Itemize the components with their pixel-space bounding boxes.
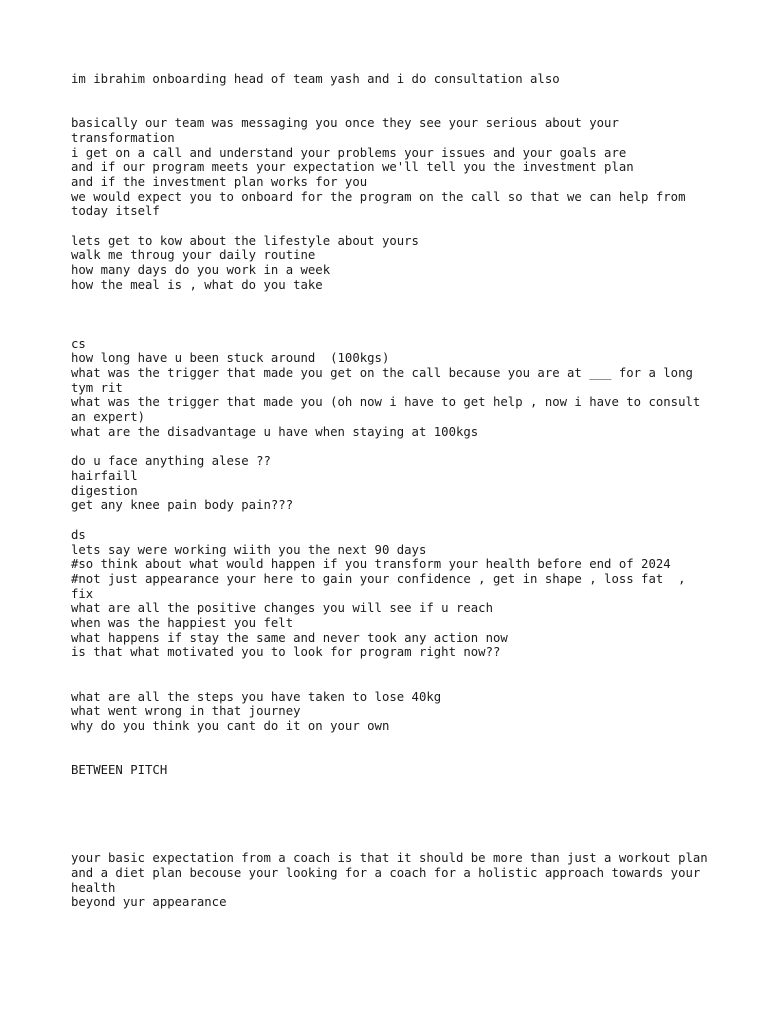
text-line: i get on a call and understand your problems your issues and your goals are (71, 145, 627, 160)
text-line: what went wrong in that journey (71, 704, 301, 719)
text-line: beyond yur appearance (71, 895, 227, 910)
text-line: BETWEEN PITCH (71, 763, 168, 778)
text-line: lets get to kow about the lifestyle about yours (71, 233, 419, 248)
text-line (71, 513, 711, 528)
text-line: what are the disadvantage u have when staying at 100kgs (71, 424, 479, 439)
text-line: is that what motivated you to look for program right now?? (71, 645, 501, 660)
text-line (71, 101, 711, 116)
text-line (71, 748, 711, 763)
text-line: how many days do you work in a week (71, 263, 331, 278)
text-line (71, 307, 711, 322)
text-line: hairfaill (71, 468, 138, 483)
text-line: do u face anything alese ?? (71, 454, 271, 469)
text-line: get any knee pain body pain??? (71, 498, 294, 513)
text-line: lets say were working wiith you the next 90 days (71, 542, 427, 557)
text-line: what was the trigger that made you (oh now i have to get help , now i have to consult an expert) (71, 395, 708, 425)
text-line: your basic expectation from a coach is that it should be more than just a workout plan (71, 851, 708, 866)
text-line (71, 807, 711, 822)
text-line (71, 837, 711, 852)
text-line: we would expect you to onboard for the program on the call so that we can help from today itself (71, 189, 693, 219)
text-line: and if the investment plan works for you (71, 174, 368, 189)
text-line (71, 87, 711, 102)
text-line (71, 440, 711, 455)
text-line (71, 822, 711, 837)
text-line (71, 322, 711, 337)
text-line: digestion (71, 483, 138, 498)
text-line (71, 734, 711, 749)
text-line: what are all the positive changes you will see if u reach (71, 601, 493, 616)
text-line (71, 792, 711, 807)
text-line: im ibrahim onboarding head of team yash and i do consultation also (71, 72, 560, 86)
text-line: #not just appearance your here to gain your confidence , get in shape , loss fat , fix (71, 571, 693, 601)
text-line (71, 293, 711, 308)
text-line: how the meal is , what do you take (71, 277, 323, 292)
text-line: what happens if stay the same and never took any action now (71, 630, 508, 645)
text-line (71, 778, 711, 793)
text-line: and a diet plan becouse your looking for a coach for a holistic approach towards your health (71, 865, 708, 895)
text-line: walk me throug your daily routine (71, 248, 316, 263)
text-line: what are all the steps you have taken to lose 40kg (71, 689, 442, 704)
text-line: what was the trigger that made you get on the call because you are at ___ for a long tym rit (71, 366, 701, 395)
text-line: when was the happiest you felt (71, 616, 294, 631)
text-line (71, 660, 711, 675)
text-line: ds (71, 527, 86, 542)
document-body (71, 72, 711, 910)
text-line: and if our program meets your expectation we'll tell you the investment plan (71, 160, 634, 175)
text-line (71, 675, 711, 690)
text-line: cs (71, 336, 86, 351)
text-line: why do you think you cant do it on your own (71, 718, 390, 733)
text-line: #so think about what would happen if you transform your health before end of 2024 (71, 557, 671, 572)
text-line: how long have u been stuck around (100kgs) (71, 351, 390, 366)
text-line: basically our team was messaging you once they see your serious about your transformation (71, 116, 627, 145)
text-line (71, 219, 711, 234)
